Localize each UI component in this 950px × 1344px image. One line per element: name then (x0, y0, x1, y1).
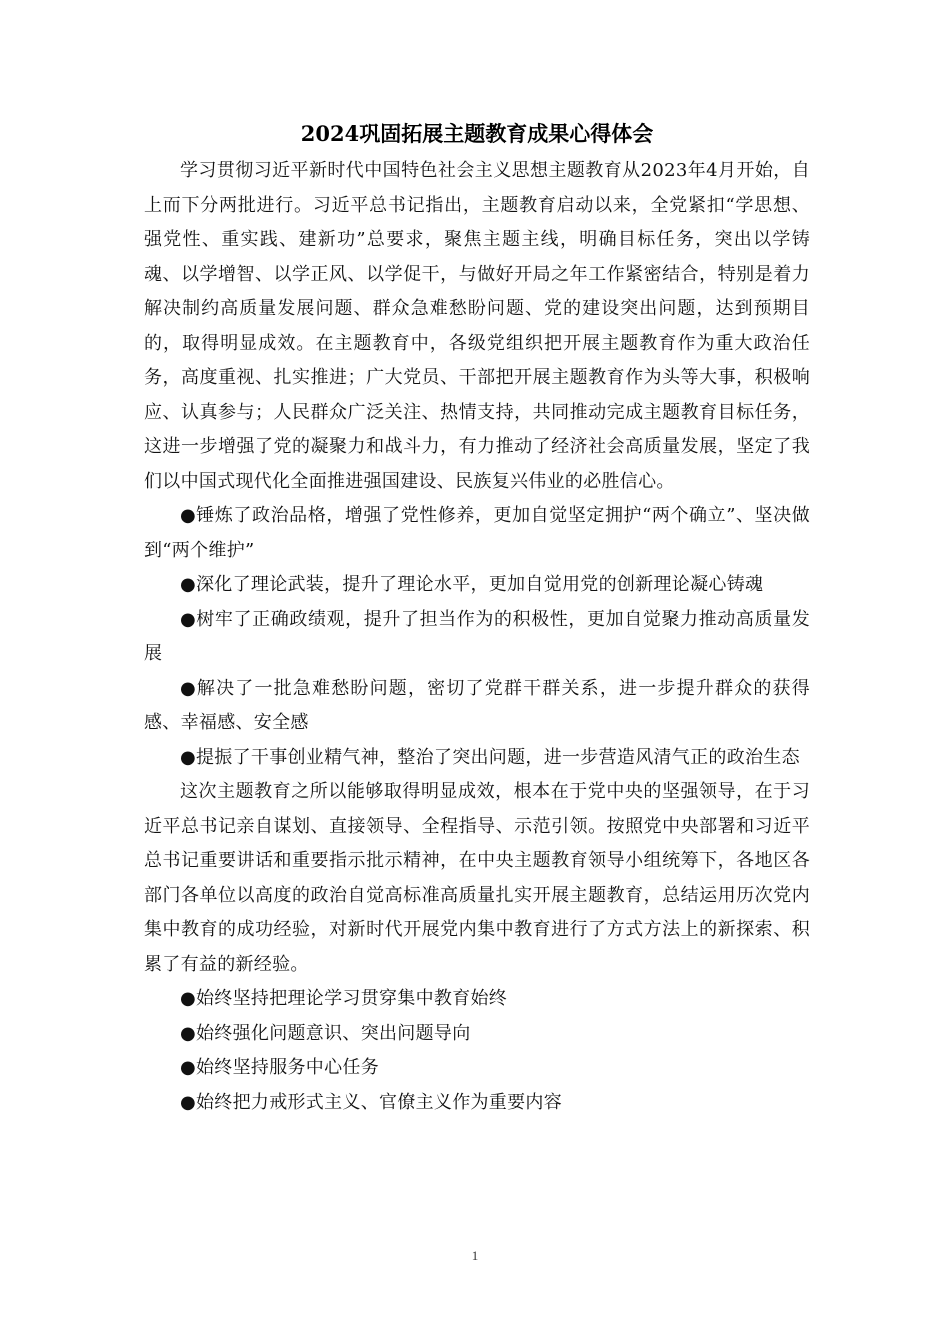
list-item: ●树牢了正确政绩观，提升了担当作为的积极性，更加自觉聚力推动高质量发展 (144, 608, 810, 664)
list-item: ●深化了理论武装，提升了理论水平，更加自觉用党的创新理论凝心铸魂 (180, 574, 764, 595)
list-item: ●锤炼了政治品格，增强了党性修养，更加自觉坚定拥护“两个确立”、坚决做到“两个维护” (144, 505, 810, 561)
experience-list (144, 982, 810, 1120)
list-item: ●解决了一批急难愁盼问题，密切了党群干群关系，进一步提升群众的获得感、幸福感、安全感 (144, 677, 810, 733)
list-item: ●始终坚持服务中心任务 (180, 1057, 380, 1078)
document-title: 2024巩固拓展主题教育成果心得体会 (300, 121, 654, 146)
page-number: 1 (471, 1248, 479, 1263)
paragraph-intro: 学习贯彻习近平新时代中国特色社会主义思想主题教育从2023年4月开始，自上而下分两批进行。习近平总书记指出，主题教育启动以来，全党紧扣“学思想、强党性、重实践、建新功”总要求，聚焦主题主线，明确目标任务，突出以学铸魂、以学增智、以学正风、以学促干，与做好开局之年工作紧密结合，特别是着力解决制约高质量发展问题、群众急难愁盼问题、党的建设突出问题，达到预期目的，取得明显成效。在主题教育中，各级党组织把开展主题教育作为重大政治任务，高度重视、扎实推进；广大党员、干部把开展主题教育作为头等大事，积极响应、认真参与；人民群众广泛关注、热情支持，共同推动完成主题教育目标任务，这进一步增强了党的凝聚力和战斗力，有力推动了经济社会高质量发展，坚定了我们以中国式现代化全面推进强国建设、民族复兴伟业的必胜信心。 (144, 160, 810, 492)
achievements-list (144, 499, 810, 775)
list-item: ●始终强化问题意识、突出问题导向 (180, 1022, 471, 1044)
document-body (144, 118, 810, 1120)
paragraph-experience: 这次主题教育之所以能够取得明显成效，根本在于党中央的坚强领导，在于习近平总书记亲自谋划、直接领导、全程指导、示范引领。按照党中央部署和习近平总书记重要讲话和重要指示批示精神，在中央主题教育领导小组统筹下，各地区各部门各单位以高度的政治自觉高标准高质量扎实开展主题教育，总结运用历次党内集中教育的成功经验，对新时代开展党内集中教育进行了方式方法上的新探索、积累了有益的新经验。 (144, 781, 810, 975)
list-item: ●始终把力戒形式主义、官僚主义作为重要内容 (180, 1091, 563, 1113)
list-item: ●始终坚持把理论学习贯穿集中教育始终 (180, 988, 508, 1009)
list-item: ●提振了干事创业精气神，整治了突出问题，进一步营造风清气正的政治生态 (180, 746, 800, 768)
